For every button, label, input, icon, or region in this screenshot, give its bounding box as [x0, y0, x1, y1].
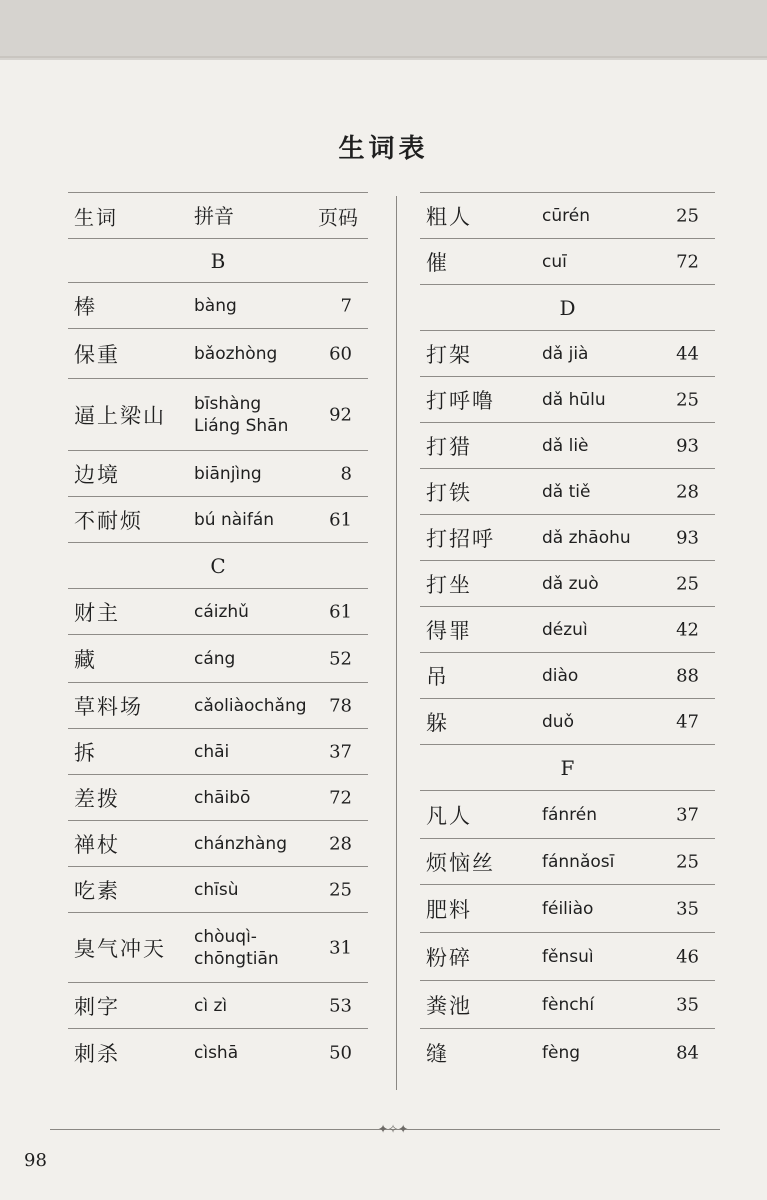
vocab-word: 棒 — [74, 294, 97, 319]
vocab-page: 25 — [676, 851, 699, 872]
vocab-row — [420, 698, 715, 744]
vocab-pinyin: duǒ — [542, 711, 574, 732]
section-letter: F — [560, 755, 575, 780]
letter-section-heading — [68, 542, 368, 588]
vocab-word: 粗人 — [426, 204, 472, 229]
vocab-pinyin: fánrén — [542, 804, 598, 825]
vocab-page: 53 — [329, 995, 352, 1016]
vocab-row — [420, 560, 715, 606]
vocab-word: 打坐 — [426, 572, 472, 597]
vocab-row — [420, 514, 715, 560]
vocab-row — [68, 820, 368, 866]
vocab-row — [420, 1028, 715, 1076]
vocab-page: 93 — [676, 527, 699, 548]
vocab-row — [420, 884, 715, 932]
vocab-word: 吃素 — [74, 878, 120, 903]
vocab-row — [420, 838, 715, 884]
vocab-word: 凡人 — [426, 803, 472, 828]
vocab-word: 打招呼 — [426, 526, 495, 551]
vocab-pinyin: chánzhàng — [194, 833, 287, 854]
vocab-row — [68, 774, 368, 820]
vocab-row — [68, 682, 368, 728]
vocab-pinyin: cuī — [542, 251, 567, 272]
vocab-word: 得罪 — [426, 618, 472, 643]
header-pinyin: 拼音 — [194, 203, 234, 228]
vocab-word: 刺字 — [74, 994, 120, 1019]
vocab-word: 吊 — [426, 664, 449, 689]
vocab-row — [420, 468, 715, 514]
section-letter: B — [210, 248, 226, 273]
vocab-pinyin: cáizhǔ — [194, 601, 249, 622]
vocab-pinyin: cì zì — [194, 995, 228, 1016]
vocab-page: 25 — [676, 573, 699, 594]
vocab-pinyin: dǎ jià — [542, 343, 589, 364]
vocabulary-column-left — [68, 192, 368, 1076]
page-number: 98 — [24, 1150, 47, 1171]
vocab-page: 25 — [676, 389, 699, 410]
vocab-page: 92 — [329, 404, 352, 425]
vocab-page: 31 — [329, 937, 352, 958]
vocab-row — [68, 866, 368, 912]
vocab-row — [420, 192, 715, 238]
vocab-pinyin: biānjìng — [194, 463, 262, 484]
vocab-word: 财主 — [74, 600, 120, 625]
vocab-pinyin: dǎ hūlu — [542, 389, 606, 410]
vocab-pinyin: cáng — [194, 648, 236, 669]
vocab-page: 88 — [676, 665, 699, 686]
vocab-row — [68, 378, 368, 450]
vocab-word: 打呼噜 — [426, 388, 495, 413]
vocab-page: 35 — [676, 898, 699, 919]
vocab-pinyin: diào — [542, 665, 579, 686]
vocab-page: 72 — [329, 787, 352, 808]
vocab-word: 粉碎 — [426, 945, 472, 970]
vocab-pinyin: chāibō — [194, 787, 251, 808]
vocab-page: 37 — [329, 741, 352, 762]
vocab-word: 边境 — [74, 462, 120, 487]
vocab-page: 28 — [676, 481, 699, 502]
vocab-row — [420, 422, 715, 468]
vocab-row — [420, 932, 715, 980]
vocab-page: 42 — [676, 619, 699, 640]
vocab-page: 35 — [676, 994, 699, 1015]
vocab-pinyin-line: Liáng Shān — [194, 415, 289, 436]
vocab-pinyin: dǎ liè — [542, 435, 589, 456]
vocab-page: 44 — [676, 343, 699, 364]
vocab-row — [420, 652, 715, 698]
vocab-pinyin — [194, 926, 279, 970]
vocab-page: 93 — [676, 435, 699, 456]
vocab-word: 逼上梁山 — [74, 403, 166, 428]
vocab-word: 藏 — [74, 647, 97, 672]
vocab-row — [68, 588, 368, 634]
vocab-word: 保重 — [74, 342, 120, 367]
vocab-row — [420, 980, 715, 1028]
vocab-pinyin: dǎ tiě — [542, 481, 591, 502]
vocab-page: 72 — [676, 251, 699, 272]
vocab-word: 粪池 — [426, 993, 472, 1018]
vocab-row — [68, 982, 368, 1028]
vocab-page: 84 — [676, 1042, 699, 1063]
vocab-word: 烦恼丝 — [426, 850, 495, 875]
top-band-scallop-edge — [0, 44, 767, 66]
vocab-page: 61 — [329, 509, 352, 530]
vocab-pinyin-line: chòuqì- — [194, 926, 257, 947]
vocab-row — [420, 606, 715, 652]
vocab-word: 差拨 — [74, 786, 120, 811]
vocab-pinyin: cìshā — [194, 1042, 239, 1063]
section-letter: C — [210, 553, 226, 578]
vocab-pinyin: dǎ zuò — [542, 573, 599, 594]
vocab-row — [68, 634, 368, 682]
vocab-page: 52 — [329, 648, 352, 669]
vocab-pinyin: fěnsuì — [542, 946, 594, 967]
vocab-word: 刺杀 — [74, 1041, 120, 1066]
vocab-row — [68, 728, 368, 774]
vocab-row — [68, 1028, 368, 1076]
vocab-pinyin: bú nàifán — [194, 509, 275, 530]
vocab-row — [420, 790, 715, 838]
vocab-pinyin-line: bīshàng — [194, 393, 262, 414]
vocab-page: 47 — [676, 711, 699, 732]
vocab-word: 禅杖 — [74, 832, 120, 857]
vocab-page: 61 — [329, 601, 352, 622]
vocab-pinyin: dézuì — [542, 619, 588, 640]
vocab-word: 臭气冲天 — [74, 936, 166, 961]
vocab-pinyin: fèng — [542, 1042, 581, 1063]
vocab-page: 78 — [329, 695, 352, 716]
vocab-pinyin: bàng — [194, 295, 237, 316]
vocab-page: 8 — [340, 463, 352, 484]
section-letter: D — [559, 295, 576, 320]
rule-ornament-icon: ✦✧✦ — [378, 1122, 409, 1136]
letter-section-heading — [420, 284, 715, 330]
vocab-page: 7 — [340, 295, 352, 316]
vocab-pinyin: cǎoliàochǎng — [194, 695, 307, 716]
vocab-word: 躲 — [426, 710, 449, 735]
page-title: 生词表 — [338, 134, 429, 164]
vocab-row — [420, 238, 715, 284]
vocab-word: 打猎 — [426, 434, 472, 459]
letter-section-heading — [68, 238, 368, 282]
vocab-row — [68, 328, 368, 378]
vocab-pinyin: chāi — [194, 741, 230, 762]
vocab-pinyin: dǎ zhāohu — [542, 527, 631, 548]
vocab-row — [68, 282, 368, 328]
vocab-pinyin: bǎozhòng — [194, 343, 278, 364]
header-word: 生词 — [74, 205, 118, 229]
vocab-page: 50 — [329, 1042, 352, 1063]
vocab-word: 催 — [426, 250, 449, 275]
vocab-row — [420, 376, 715, 422]
vocab-pinyin: chīsù — [194, 879, 239, 900]
vocabulary-column-right — [420, 192, 715, 1076]
top-band-line — [0, 56, 767, 58]
vocab-word: 拆 — [74, 740, 97, 765]
vocab-pinyin: fènchí — [542, 994, 595, 1015]
vocab-pinyin-line: chōngtiān — [194, 948, 279, 969]
header-page: 页码 — [318, 205, 358, 229]
table-header-row — [68, 192, 368, 238]
vocab-page: 25 — [329, 879, 352, 900]
vocab-page: 46 — [676, 946, 699, 967]
column-divider — [396, 196, 397, 1090]
vocab-row — [68, 450, 368, 496]
vocab-word: 草料场 — [74, 694, 143, 719]
vocab-word: 肥料 — [426, 897, 472, 922]
vocab-word: 打铁 — [426, 480, 472, 505]
vocab-word: 打架 — [426, 342, 472, 367]
letter-section-heading — [420, 744, 715, 790]
vocab-page: 25 — [676, 205, 699, 226]
vocab-page: 37 — [676, 804, 699, 825]
vocab-pinyin: féiliào — [542, 898, 594, 919]
vocab-row — [420, 330, 715, 376]
vocab-pinyin: fánnǎosī — [542, 851, 615, 872]
vocab-word: 缝 — [426, 1041, 449, 1066]
vocab-word: 不耐烦 — [74, 508, 143, 533]
vocab-page: 60 — [329, 343, 352, 364]
vocab-pinyin: cūrén — [542, 205, 590, 226]
vocab-row — [68, 912, 368, 982]
vocab-row — [68, 496, 368, 542]
vocab-page: 28 — [329, 833, 352, 854]
vocab-pinyin — [194, 393, 288, 437]
